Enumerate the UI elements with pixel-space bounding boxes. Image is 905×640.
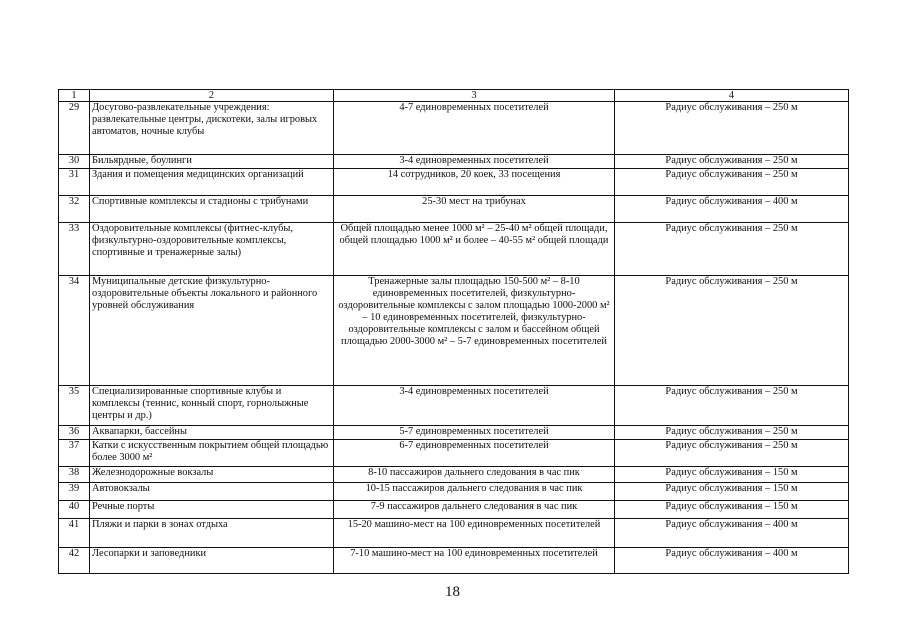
facility-type: Досугово-развлекательные учреждения: развлекательные центры, дискотеки, залы игровых автоматов, ночные клубы [90, 102, 334, 155]
table-row [59, 102, 849, 155]
row-number: 30 [59, 155, 90, 169]
row-number: 38 [59, 467, 90, 483]
service-radius: Радиус обслуживания – 150 м [615, 467, 849, 483]
table-row [59, 223, 849, 276]
table-row [59, 276, 849, 386]
facility-type: Бильярдные, боулинги [90, 155, 334, 169]
table-row [59, 386, 849, 426]
table-row [59, 426, 849, 440]
header-col-4: 4 [615, 90, 849, 102]
row-number: 37 [59, 440, 90, 467]
capacity-norm: 6-7 единовременных посетителей [334, 440, 615, 467]
capacity-norm: 7-10 машино-мест на 100 единовременных посетителей [334, 548, 615, 574]
facility-type: Спортивные комплексы и стадионы с трибунами [90, 196, 334, 223]
facility-type: Специализированные спортивные клубы и комплексы (теннис, конный спорт, горнолыжные центры и др.) [90, 386, 334, 426]
facility-type: Здания и помещения медицинских организаций [90, 169, 334, 196]
capacity-norm: 8-10 пассажиров дальнего следования в час пик [334, 467, 615, 483]
row-number: 32 [59, 196, 90, 223]
table-row [59, 196, 849, 223]
facility-type: Муниципальные детские физкультурно-оздоровительные объекты локального и районного уровней обслуживания [90, 276, 334, 386]
capacity-norm: 10-15 пассажиров дальнего следования в час пик [334, 483, 615, 501]
header-col-3: 3 [334, 90, 615, 102]
row-number: 35 [59, 386, 90, 426]
facility-type: Катки с искусственным покрытием общей площадью более 3000 м² [90, 440, 334, 467]
service-radius: Радиус обслуживания – 250 м [615, 386, 849, 426]
capacity-norm: 5-7 единовременных посетителей [334, 426, 615, 440]
table-row [59, 155, 849, 169]
capacity-norm: Тренажерные залы площадью 150-500 м² – 8-10 единовременных посетителей, физкультурно-оздоровительные комплексы с залом площадью 1000-2000 м² – 10 единовременных посетителей, физкультурно-оздоровительные комплексы с залом и бассейном общей площадью 2000-3000 м² – 5-7 единовременных посетителей [334, 276, 615, 386]
facility-type: Речные порты [90, 501, 334, 519]
row-number: 42 [59, 548, 90, 574]
facility-type: Автовокзалы [90, 483, 334, 501]
row-number: 33 [59, 223, 90, 276]
service-radius: Радиус обслуживания – 400 м [615, 548, 849, 574]
capacity-norm: 3-4 единовременных посетителей [334, 155, 615, 169]
facility-type: Аквапарки, бассейны [90, 426, 334, 440]
service-radius: Радиус обслуживания – 250 м [615, 155, 849, 169]
service-radius: Радиус обслуживания – 400 м [615, 196, 849, 223]
service-radius: Радиус обслуживания – 250 м [615, 426, 849, 440]
table-row [59, 519, 849, 548]
row-number: 29 [59, 102, 90, 155]
service-radius: Радиус обслуживания – 250 м [615, 440, 849, 467]
service-radius: Радиус обслуживания – 150 м [615, 501, 849, 519]
service-radius: Радиус обслуживания – 250 м [615, 169, 849, 196]
capacity-norm: Общей площадью менее 1000 м² – 25-40 м² общей площади, общей площадью 1000 м² и более – 40-55 м² общей площади [334, 223, 615, 276]
facility-type: Железнодорожные вокзалы [90, 467, 334, 483]
table-row [59, 548, 849, 574]
service-radius: Радиус обслуживания – 400 м [615, 519, 849, 548]
service-radius: Радиус обслуживания – 250 м [615, 223, 849, 276]
table-row [59, 467, 849, 483]
service-radius: Радиус обслуживания – 250 м [615, 276, 849, 386]
capacity-norm: 3-4 единовременных посетителей [334, 386, 615, 426]
header-row [59, 90, 849, 102]
facility-type: Пляжи и парки в зонах отдыха [90, 519, 334, 548]
capacity-norm: 15-20 машино-мест на 100 единовременных посетителей [334, 519, 615, 548]
header-col-2: 2 [90, 90, 334, 102]
table-row [59, 483, 849, 501]
page-number: 18 [445, 584, 460, 600]
facility-type: Оздоровительные комплексы (фитнес-клубы, физкультурно-оздоровительные комплексы, спортивные и тренажерные залы) [90, 223, 334, 276]
row-number: 40 [59, 501, 90, 519]
table-row [59, 169, 849, 196]
row-number: 34 [59, 276, 90, 386]
capacity-norm: 4-7 единовременных посетителей [334, 102, 615, 155]
table-row [59, 440, 849, 467]
table-row [59, 501, 849, 519]
standards-table [58, 89, 849, 574]
row-number: 31 [59, 169, 90, 196]
capacity-norm: 7-9 пассажиров дальнего следования в час пик [334, 501, 615, 519]
service-radius: Радиус обслуживания – 150 м [615, 483, 849, 501]
service-radius: Радиус обслуживания – 250 м [615, 102, 849, 155]
capacity-norm: 14 сотрудников, 20 коек, 33 посещения [334, 169, 615, 196]
facility-type: Лесопарки и заповедники [90, 548, 334, 574]
capacity-norm: 25-30 мест на трибунах [334, 196, 615, 223]
row-number: 41 [59, 519, 90, 548]
header-col-1: 1 [59, 90, 90, 102]
row-number: 36 [59, 426, 90, 440]
row-number: 39 [59, 483, 90, 501]
